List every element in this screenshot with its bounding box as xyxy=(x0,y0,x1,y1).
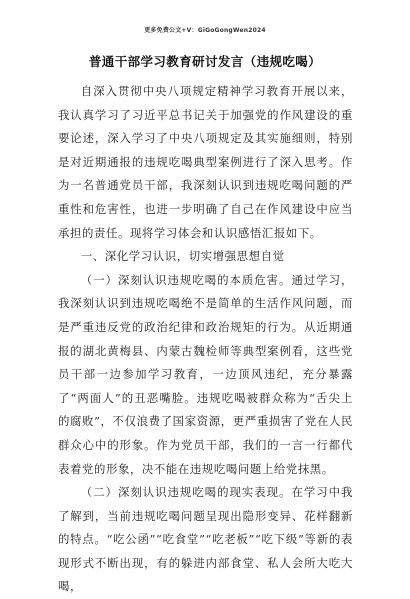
body-paragraph: （二）深刻认识违规吃喝的现实表现。在学习中我了解到，当前违规吃喝问题呈现出隐形变异、花样翻新的特点。“吃公函”“吃食堂”“吃老板”“吃下级”等新的表现形式不断出现，有的躲进内部食堂、私人会所大吃大喝， xyxy=(58,485,353,594)
body-paragraph: （一）深刻认识违规吃喝的本质危害。通过学习，我深刻认识到违规吃喝绝不是简单的生活作风问题，而是严重违反党的政治纪律和政治规矩的行为。从近期通报的湖北黄梅县、内蒙古魏检师等典型案例看，这些党员干部一边参加学习教育，一边顶风违纪，充分暴露了“两面人”的丑恶嘴脸。违规吃喝被群众称为“舌尖上的腐败”，不仅浪费了国家资源，更严重损害了党在人民群众心中的形象。作为党员干部，我们的一言一行都代表着党的形象，决不能在违规吃喝问题上给党抹黑。 xyxy=(58,272,353,476)
watermark-text: 更多免费公文+V：GiGoGongWen2024 xyxy=(144,27,266,34)
intro-paragraph: 自深入贯彻中央八项规定精神学习教育开展以来，我认真学习了习近平总书记关于加强党的作风建设的重要论述，深入学习了中央八项规定及其实施细则，特别是对近期通报的违规吃喝典型案例进行了深入思考。作为一名普通党员干部，我深刻认识到违规吃喝问题的严重性和危害性，也进一步明确了自己在作风建设中应当承担的责任。现将学习体会和认识感悟汇报如下。 xyxy=(58,84,353,240)
document-title: 普通干部学习教育研讨发言（违规吃喝） xyxy=(88,54,322,69)
section-heading: 一、深化学习认识，切实增强思想自觉 xyxy=(80,249,285,264)
document-body xyxy=(58,80,353,599)
